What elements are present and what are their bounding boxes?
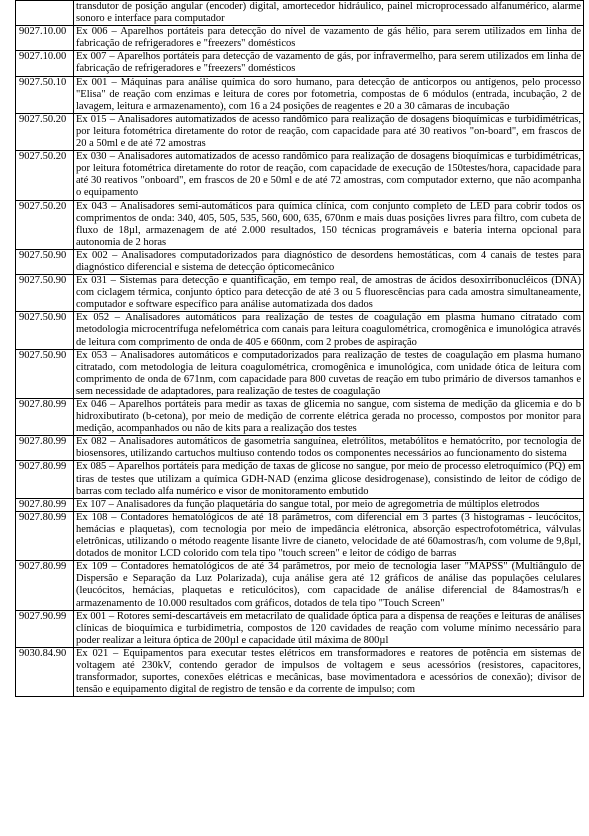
ncm-code: 9027.80.99	[16, 561, 74, 610]
table-row	[16, 151, 584, 200]
product-description: Ex 052 – Analisadores automáticos para realização de testes de coagulação em plasma humano citratado com metodologia microcentrífuga nefelométrica com canais para leitura coagulométrica, cromogênica e imunológica através de leitura com comprimento de onda de 405 e 660nm, com 2 probes de aspiração	[74, 312, 584, 349]
table-row	[16, 511, 584, 560]
ncm-code: 9027.50.90	[16, 349, 74, 398]
table-row	[16, 461, 584, 498]
product-description: Ex 030 – Analisadores automatizados de acesso randômico para realização de dosagens bioquímicas e turbidimétricas, por leitura fotométrica diretamente do rotor de reação, com capacidade de execução de 150testes/hora, capacidade para até 30 reativos "onboard", em frascos de 20 e 50ml e de até 72 amostras, com computador externo, que não acompanha o equipamento	[74, 151, 584, 200]
product-description: Ex 006 – Aparelhos portáteis para detecção do nível de vazamento de gás hélio, para serem utilizados em linha de fabricação de refrigeradores e "freezers" domésticos	[74, 26, 584, 51]
ncm-code: 9027.50.10	[16, 76, 74, 113]
product-description: Ex 085 – Aparelhos portáteis para medição de taxas de glicose no sangue, por meio de processo eletroquímico (PQ) em tiras de testes que utilizam a química GDH-NAD (enzima glicose desidrogenase), consistindo de leitor de código de barras com teclado alfa numérico e visor de monitoramento embutido	[74, 461, 584, 498]
table-row	[16, 113, 584, 150]
table-row	[16, 436, 584, 461]
ncm-code: 9027.80.99	[16, 498, 74, 511]
ncm-code: 9027.10.00	[16, 51, 74, 76]
ncm-code: 9027.50.90	[16, 312, 74, 349]
table-row	[16, 249, 584, 274]
ncm-code: 9027.80.99	[16, 461, 74, 498]
table-row	[16, 498, 584, 511]
table-row	[16, 312, 584, 349]
product-description: Ex 109 – Contadores hematológicos de até 34 parâmetros, por meio de tecnologia laser "MAPSS" (Multiângulo de Dispersão e Separação da Luz Polarizada), cuja análise gera até 12 gráficos de análise das populações celulares (leucócitos, hemácias, plaquetas e reticulócitos), com capacidade de análise diferencial de 84amostras/h e armazenamento de 10.000 resultados com gráficos, dotados de tela tipo "Touch Screen"	[74, 561, 584, 610]
ncm-code: 9027.90.99	[16, 610, 74, 647]
ncm-code: 9027.50.90	[16, 249, 74, 274]
tariff-document	[15, 0, 584, 697]
product-description: Ex 046 – Aparelhos portáteis para medir as taxas de glicemia no sangue, com sistema de medição da glicemia e do b hidroxibutirato (b-cetona), por meio de medição de corrente elétrica gerada no processo, compostos por monitor para medição, acompanhados ou não de kits para a realização dos testes	[74, 399, 584, 436]
table-row	[16, 275, 584, 312]
table-row	[16, 76, 584, 113]
ncm-code: 9027.50.20	[16, 200, 74, 249]
table-row	[16, 561, 584, 610]
product-description: transdutor de posição angular (encoder) digital, amortecedor hidráulico, painel microprocessado alfanumérico, alarme sonoro e interface para computador	[74, 1, 584, 26]
ncm-code: 9030.84.90	[16, 647, 74, 696]
product-description: Ex 015 – Analisadores automatizados de acesso randômico para realização de dosagens bioquímicas e turbidimétricas, por leitura fotométrica diretamente do rotor de reação, com capacidade para até 30 reativos "on-board", em frascos de 20 a 50ml e de até 72 amostras	[74, 113, 584, 150]
table-row	[16, 1, 584, 26]
product-description: Ex 043 – Analisadores semi-automáticos para química clínica, com conjunto completo de LED para cobrir todos os comprimentos de onda: 340, 405, 505, 535, 560, 600, 635, 670nm e mais duas posições livres para filtro, com cubeta de fluxo de 18µl, armazenagem de até 2.000 resultados, 150 técnicas programáveis e bateria interna opcional para autonomia de 2 horas	[74, 200, 584, 249]
ncm-code: 9027.80.99	[16, 399, 74, 436]
product-description: Ex 007 – Aparelhos portáteis para detecção de vazamento de gás, por infravermelho, para serem utilizados em linha de fabricação de refrigeradores e "freezers" domésticos	[74, 51, 584, 76]
product-description: Ex 031 – Sistemas para detecção e quantificação, em tempo real, de amostras de ácidos desoxirribonucléicos (DNA) com ciclagem térmica, conjunto óptico para detecção de até 3 ou 5 fluorescências para cada amostra simultaneamente, computador e software específico para análise automatizada dos dados	[74, 275, 584, 312]
product-description: Ex 021 – Equipamentos para executar testes elétricos em transformadores e reatores de potência em sistemas de voltagem até 230kV, contendo gerador de impulsos de voltagem e seus acessórios (resistores, capacitores, transformador, suportes, conexões elétricas e mecânicas, base movimentadora e acessórios de conexão); divisor de tensão e equipamento digital de registro de tensão e da corrente de impulso; com	[74, 647, 584, 696]
product-description: Ex 001 – Máquinas para análise química do soro humano, para detecção de anticorpos ou antígenos, pelo processo "Elisa" de reação com enzimas e leitura de cores por fotometria, compostas de 6 módulos (entrada, incubação, 2 de lavagem, leitura e armazenamento), com 16 a 24 posições de reagentes e 20 a 30 câmaras de incubação	[74, 76, 584, 113]
ncm-code: 9027.50.20	[16, 151, 74, 200]
product-description: Ex 001 – Rotores semi-descartáveis em metacrilato de qualidade óptica para a dispensa de reações e leituras de análises clínicas de bioquímica e turbidimetria, compostos de 120 cavidades de reação com volume mínimo necessário para poder realizar a leitura óptica de 200µl e capacidade útil máxima de 800µl	[74, 610, 584, 647]
product-description: Ex 107 – Analisadores da função plaquetária do sangue total, por meio de agregometria de múltiplos eletrodos	[74, 498, 584, 511]
ncm-code: 9027.80.99	[16, 511, 74, 560]
ncm-code: 9027.80.99	[16, 436, 74, 461]
table-body	[16, 1, 584, 697]
ncm-code: 9027.50.20	[16, 113, 74, 150]
table-row	[16, 610, 584, 647]
product-description: Ex 082 – Analisadores automáticos de gasometria sanguínea, eletrólitos, metabólitos e hematócrito, por tecnologia de biosensores, utilizando cartuchos multiuso contendo todos os componentes necessários ao funcionamento do sistema	[74, 436, 584, 461]
product-description: Ex 053 – Analisadores automáticos e computadorizados para realização de testes de coagulação em plasma humano citratado, com metodologia de leitura coagulométrica, cromogênica e imunológica, com unidade ótica de leitura com comprimento de onda de 671nm, com capacidade para 800 cuvetas de reação em tubo primário de diversos tamanhos e sem necessidade de adaptadores, para realização de testes de coagulação	[74, 349, 584, 398]
table-row	[16, 647, 584, 696]
ncm-code: 9027.50.90	[16, 275, 74, 312]
product-description: Ex 002 – Analisadores computadorizados para diagnóstico de desordens hemostáticas, com 4 canais de testes para diagnóstico diferencial e sistema de detecção ópticomecânico	[74, 249, 584, 274]
product-description: Ex 108 – Contadores hematológicos de até 18 parâmetros, com diferencial em 3 partes (3 histogramas - leucócitos, hemácias e plaquetas), com tecnologia por meio de impedância elétronica, absorção espectrofotométrica, válvulas eletrônicas, utilizando o método reagente lisante livre de cianeto, velocidade de até 60amostras/h, com volume de 9,8µl, dotados de monitor LCD colorido com tela tipo "touch screen" e leitor de código de barras	[74, 511, 584, 560]
table-row	[16, 399, 584, 436]
table-row	[16, 200, 584, 249]
table-row	[16, 51, 584, 76]
ncm-code: 9027.10.00	[16, 26, 74, 51]
table-row	[16, 26, 584, 51]
table-row	[16, 349, 584, 398]
ex-tarifario-table	[15, 0, 584, 697]
ncm-code	[16, 1, 74, 26]
